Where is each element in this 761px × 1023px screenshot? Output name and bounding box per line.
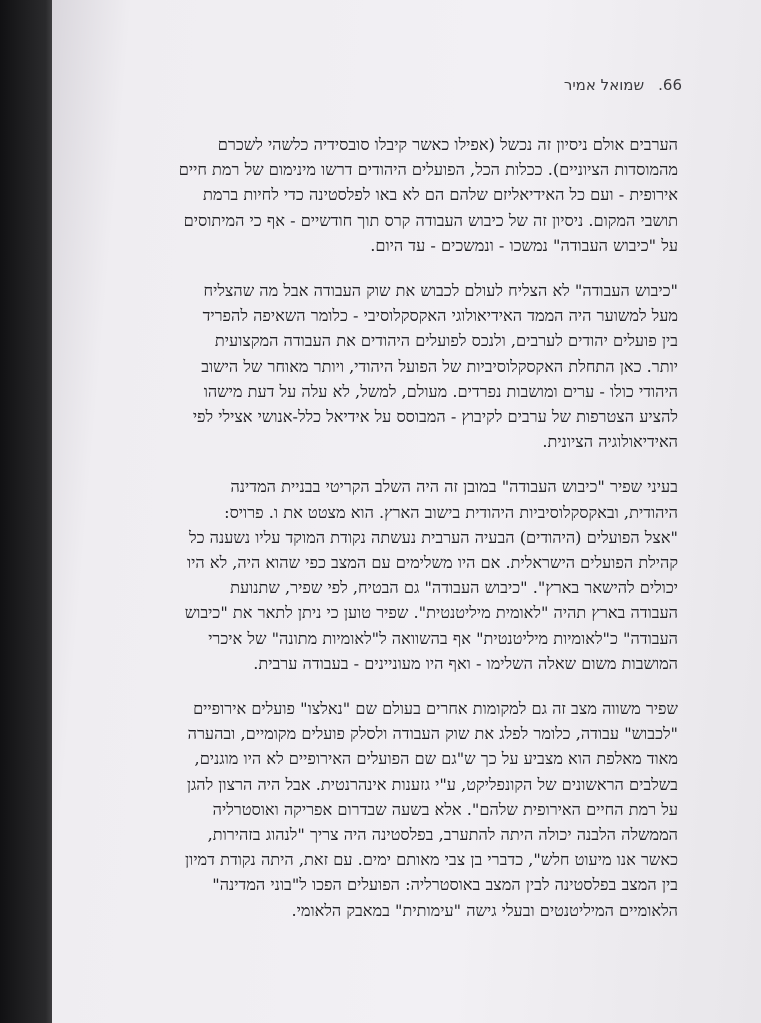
text-line: בשלבים הראשונים של הקונפליקט, ע"י גזענות אינהרנטית. אבל היה הרצון להגן <box>186 774 678 794</box>
author-name: שמואל אמיר <box>563 76 645 94</box>
text-line: יכולים להישאר בארץ". "כיבוש העבודה" גם הבטיח, לפי שפיר, שתנועת <box>230 578 678 598</box>
text-line: המושבות משום שאלה השלימו - ואף היו מעוניינים - בעבודה ערבית. <box>253 653 678 673</box>
text-line: "לכבוש" עבודה, כלומר לפלג את שוק העבודה ולסלק פועלים מקומיים, ובהערה <box>187 724 678 744</box>
body-text <box>78 132 678 943</box>
text-line: להציע הצטרפות של ערבים לקיבוץ - המבוסס על אידיאל כלל-אנושי אצילי לפי <box>192 407 678 427</box>
text-line: היהודית, ובאקסקלוסיביות היהודית בישוב הארץ. הוא מצטט את ו. פרויס: <box>224 502 678 522</box>
running-header <box>512 76 682 94</box>
text-line: אירופית - ועם כל האידיאליזם שלהם הם לא באו לפלסטינה כדי לחיות ברמת <box>202 185 678 205</box>
page-number: 66. <box>658 76 682 94</box>
paragraph-4 <box>78 696 678 923</box>
text-line: שפיר משווה מצב זה גם למקומות אחרים בעולם שם "נאלצו" פועלים אירופיים <box>193 699 678 719</box>
text-line: קהילת הפועלים הישראלית. אם היו משלימים עם המצב כפי שהוא היה, לא היו <box>187 553 678 573</box>
text-line: העבודה בארץ תהיה "לאומית מיליטנטית". שפיר טוען כי ניתן לתאר את "כיבוש <box>184 603 678 623</box>
text-line: על "כיבוש העבודה" נמשכו - ונמשכים - עד היום. <box>370 235 678 255</box>
text-line: מאוד מאלפת הוא מצביע על כך ש"גם שם הפועלים האירופיים לא היו מוגנים, <box>194 749 678 769</box>
text-line: בין פועלים יהודים לערבים, ולנכס לפועלים היהודים את העבודה המקצועית <box>214 331 678 351</box>
text-line: מעל למשוער היה הממד האידיאולוגי האקסקלוסיבי - כלומר השאיפה להפריד <box>202 306 678 326</box>
text-line: הממשלה הלבנה יכולה היתה להתערב, בפלסטינה היה צריך "לנהוג בזהירות, <box>207 825 678 845</box>
text-line: יותר. כאן התחלת האקסקלוסיביות של הפועל היהודי, ויותר מאוחר של הישוב <box>201 356 678 376</box>
paragraph-2 <box>78 278 678 454</box>
text-line: "אצל הפועלים (היהודים) הבעיה הערבית נעשתה נקודת המוקד עליו נשענה כל <box>189 527 678 547</box>
text-line: מהמוסדות הציוניים). ככלות הכל, הפועלים היהודים דרשו מינימום של רמת חיים <box>178 160 678 180</box>
text-line: הלאומיים המיליטנטים ובעלי גישה "עימותית" במאבק הלאומי. <box>291 900 678 920</box>
paragraph-3 <box>78 474 678 676</box>
text-line: "כיבוש העבודה" לא הצליח לעולם לכבוש את שוק העבודה אבל מה שהצליח <box>203 281 678 301</box>
text-line: תושבי המקום. ניסיון זה של כיבוש העבודה קרס תוך חודשיים - אף כי המיתוסים <box>183 210 678 230</box>
text-line: בעיני שפיר "כיבוש העבודה" במובן זה היה השלב הקריטי בבניית המדינה <box>230 477 678 497</box>
text-line: העבודה" כ"לאומיות מיליטנטית" אף בהשוואה ל"לאומיות מתונה" של איכרי <box>208 628 678 648</box>
text-line: כאשר אנו מיעוט חלש", כדברי בן צבי מאותם ימים. עם זאת, היתה נקודת דמיון <box>185 850 678 870</box>
text-line: האידיאולוגיה הציונית. <box>542 432 678 452</box>
text-line: היהודי כולו - ערים ומושבות נפרדים. מעולם, למשל, לא עלה על דעת מישהו <box>203 381 678 401</box>
paragraph-1 <box>78 132 678 258</box>
text-line: בין המצב בפלסטינה לבין המצב באוסטרליה: הפועלים הפכו ל"בוני המדינה" <box>212 875 678 895</box>
text-line: הערבים אולם ניסיון זה נכשל (אפילו כאשר קיבלו סובסידיה כלשהי לשכרם <box>217 135 678 154</box>
text-line: על רמת החיים האירופית שלהם". אלא בשעה שבדרום אפריקה ואוסטרליה <box>212 799 678 819</box>
